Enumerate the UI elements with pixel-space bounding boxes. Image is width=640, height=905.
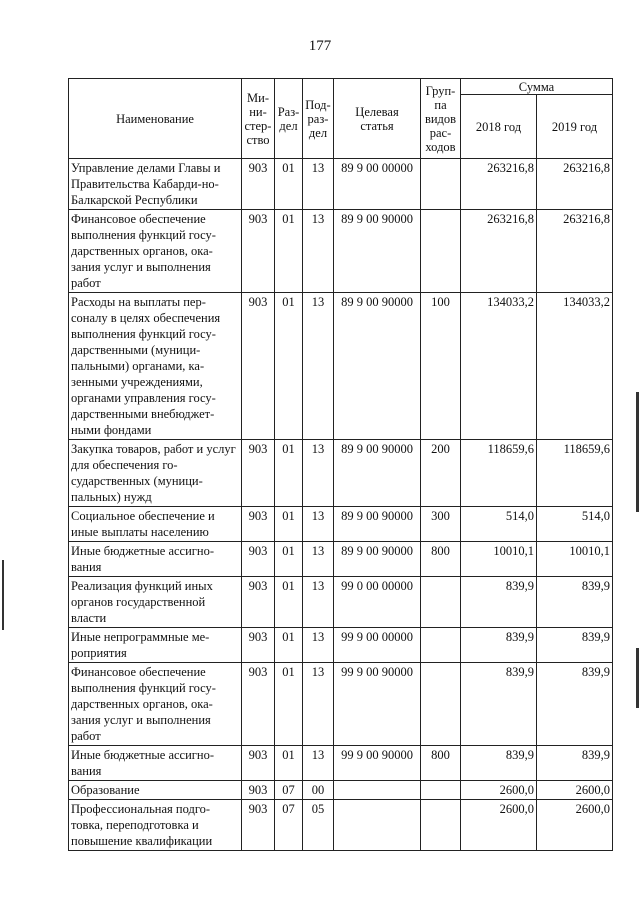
- row-section: 07: [275, 781, 303, 800]
- table-row: [69, 440, 613, 507]
- row-target: 99 9 00 00000: [334, 628, 421, 663]
- row-group: [421, 663, 461, 746]
- row-amount-2019: 10010,1: [537, 542, 613, 577]
- row-subsection: 13: [303, 542, 334, 577]
- row-ministry: 903: [242, 746, 275, 781]
- row-amount-2018: 118659,6: [461, 440, 537, 507]
- row-name: Иные бюджетные ассигно-вания: [69, 746, 242, 781]
- row-target: 99 9 00 90000: [334, 746, 421, 781]
- row-amount-2018: 839,9: [461, 577, 537, 628]
- row-amount-2019: 263216,8: [537, 210, 613, 293]
- row-section: 01: [275, 293, 303, 440]
- row-name: Реализация функций иных органов государственной власти: [69, 577, 242, 628]
- row-ministry: 903: [242, 800, 275, 851]
- page-number: 177: [308, 38, 332, 54]
- row-target: 89 9 00 90000: [334, 293, 421, 440]
- table-row: [69, 293, 613, 440]
- row-name: Образование: [69, 781, 242, 800]
- header-sum: Сумма: [461, 79, 613, 95]
- row-section: 01: [275, 507, 303, 542]
- row-group: 800: [421, 542, 461, 577]
- row-amount-2019: 839,9: [537, 628, 613, 663]
- row-section: 01: [275, 542, 303, 577]
- row-amount-2018: 2600,0: [461, 800, 537, 851]
- row-ministry: 903: [242, 628, 275, 663]
- row-ministry: 903: [242, 293, 275, 440]
- budget-table: [68, 78, 613, 851]
- row-target: 89 9 00 00000: [334, 159, 421, 210]
- row-name: Закупка товаров, работ и услуг для обеспечения го-сударственных (муници-пальных) нужд: [69, 440, 242, 507]
- row-target: 89 9 00 90000: [334, 507, 421, 542]
- row-ministry: 903: [242, 440, 275, 507]
- table-row: [69, 781, 613, 800]
- row-amount-2019: 839,9: [537, 663, 613, 746]
- header-name: Наименование: [69, 79, 242, 159]
- row-subsection: 00: [303, 781, 334, 800]
- table-row: [69, 507, 613, 542]
- row-amount-2019: 263216,8: [537, 159, 613, 210]
- row-amount-2018: 263216,8: [461, 159, 537, 210]
- table-body: [69, 159, 613, 851]
- row-amount-2019: 514,0: [537, 507, 613, 542]
- header-group: Груп- па видов рас- ходов: [421, 79, 461, 159]
- row-section: 01: [275, 577, 303, 628]
- row-amount-2018: 2600,0: [461, 781, 537, 800]
- row-group: [421, 781, 461, 800]
- table-row: [69, 746, 613, 781]
- scan-edge-mark: [636, 392, 639, 512]
- table-row: [69, 800, 613, 851]
- row-section: 01: [275, 159, 303, 210]
- row-target: 89 9 00 90000: [334, 440, 421, 507]
- row-target: 89 9 00 90000: [334, 542, 421, 577]
- row-group: [421, 210, 461, 293]
- row-ministry: 903: [242, 507, 275, 542]
- row-amount-2019: 134033,2: [537, 293, 613, 440]
- row-section: 01: [275, 628, 303, 663]
- row-ministry: 903: [242, 577, 275, 628]
- row-amount-2018: 839,9: [461, 663, 537, 746]
- row-amount-2019: 839,9: [537, 577, 613, 628]
- row-name: Иные непрограммные ме-роприятия: [69, 628, 242, 663]
- table-row: [69, 542, 613, 577]
- row-ministry: 903: [242, 663, 275, 746]
- row-section: 01: [275, 663, 303, 746]
- header-ministry: Ми- ни- стер- ство: [242, 79, 275, 159]
- row-ministry: 903: [242, 542, 275, 577]
- row-group: [421, 628, 461, 663]
- row-subsection: 13: [303, 507, 334, 542]
- header-section: Раз- дел: [275, 79, 303, 159]
- table-row: [69, 210, 613, 293]
- row-amount-2018: 134033,2: [461, 293, 537, 440]
- scan-edge-mark: [2, 560, 4, 630]
- header-year-2019: 2019 год: [537, 95, 613, 159]
- header-subsection: Под- раз- дел: [303, 79, 334, 159]
- row-target: 99 0 00 00000: [334, 577, 421, 628]
- row-group: 200: [421, 440, 461, 507]
- row-group: 100: [421, 293, 461, 440]
- row-amount-2019: 839,9: [537, 746, 613, 781]
- row-subsection: 13: [303, 293, 334, 440]
- table-row: [69, 628, 613, 663]
- table-row: [69, 159, 613, 210]
- row-subsection: 13: [303, 440, 334, 507]
- row-subsection: 13: [303, 577, 334, 628]
- row-section: 07: [275, 800, 303, 851]
- row-amount-2018: 10010,1: [461, 542, 537, 577]
- row-group: 800: [421, 746, 461, 781]
- row-name: Социальное обеспечение и иные выплаты населению: [69, 507, 242, 542]
- row-amount-2018: 263216,8: [461, 210, 537, 293]
- row-section: 01: [275, 440, 303, 507]
- table-row: [69, 663, 613, 746]
- header-year-2018: 2018 год: [461, 95, 537, 159]
- row-name: Финансовое обеспечение выполнения функций госу-дарственных органов, ока-зания услуг и выполнения работ: [69, 663, 242, 746]
- row-amount-2019: 2600,0: [537, 781, 613, 800]
- row-target: 99 9 00 90000: [334, 663, 421, 746]
- row-ministry: 903: [242, 210, 275, 293]
- row-amount-2019: 118659,6: [537, 440, 613, 507]
- row-subsection: 13: [303, 663, 334, 746]
- row-group: [421, 577, 461, 628]
- row-ministry: 903: [242, 159, 275, 210]
- row-subsection: 13: [303, 159, 334, 210]
- row-subsection: 13: [303, 210, 334, 293]
- row-section: 01: [275, 210, 303, 293]
- row-name: Управление делами Главы и Правительства Кабарди-но-Балкарской Республики: [69, 159, 242, 210]
- row-subsection: 05: [303, 800, 334, 851]
- table-row: [69, 577, 613, 628]
- row-target: [334, 781, 421, 800]
- row-name: Иные бюджетные ассигно-вания: [69, 542, 242, 577]
- row-subsection: 13: [303, 746, 334, 781]
- row-target: [334, 800, 421, 851]
- row-group: 300: [421, 507, 461, 542]
- row-subsection: 13: [303, 628, 334, 663]
- row-name: Профессиональная подго-товка, переподготовка и повышение квалификации: [69, 800, 242, 851]
- row-amount-2019: 2600,0: [537, 800, 613, 851]
- row-name: Финансовое обеспечение выполнения функций госу-дарственных органов, ока-зания услуг и выполнения работ: [69, 210, 242, 293]
- row-section: 01: [275, 746, 303, 781]
- row-group: [421, 159, 461, 210]
- header-target: Целевая статья: [334, 79, 421, 159]
- scan-edge-mark: [636, 648, 639, 708]
- row-amount-2018: 839,9: [461, 628, 537, 663]
- row-amount-2018: 839,9: [461, 746, 537, 781]
- row-amount-2018: 514,0: [461, 507, 537, 542]
- row-name: Расходы на выплаты пер-соналу в целях обеспечения выполнения функций госу-дарственными (муници-пальными) органами, ка-зенными учреждениями, органами управления госу-дарственными внебюджет-ными фондами: [69, 293, 242, 440]
- row-group: [421, 800, 461, 851]
- row-ministry: 903: [242, 781, 275, 800]
- row-target: 89 9 00 90000: [334, 210, 421, 293]
